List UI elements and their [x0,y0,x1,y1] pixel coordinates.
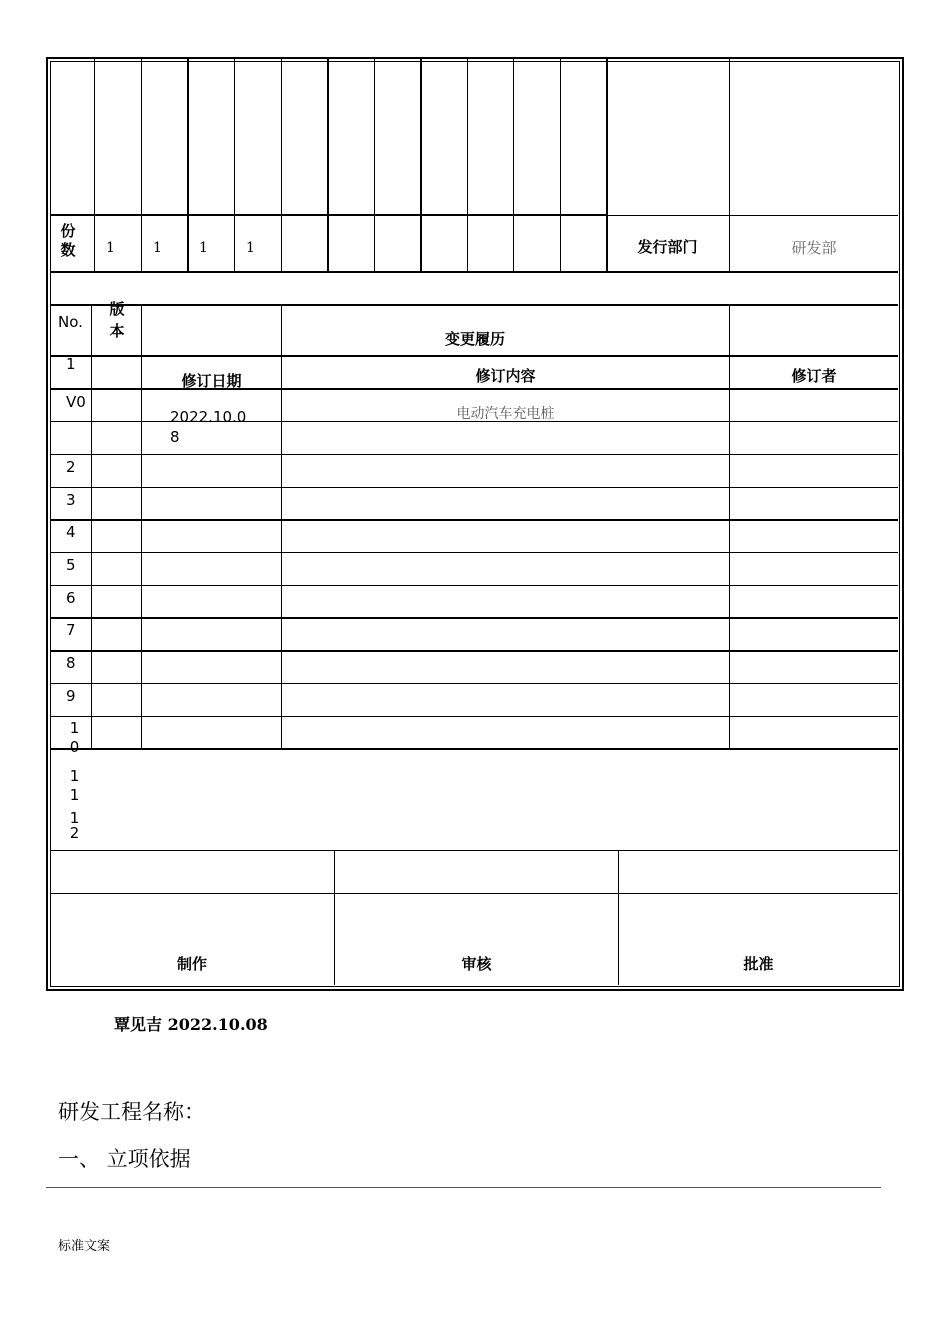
col-no-header: No. [58,313,83,331]
col-content-header: 修订内容 [475,367,536,385]
copies-label: 份数 [60,222,76,259]
review-label: 审核 [461,955,492,973]
first-row-date: 2022.10.08 [170,408,247,446]
row-number: 12 [69,809,80,842]
copy-count-3: 1 [199,240,208,256]
issuing-dept-value: 研发部 [791,239,837,257]
footer-text: 标准文案 [58,1239,111,1254]
revision-history-title: 变更履历 [444,330,505,348]
copy-count-4: 1 [246,240,255,256]
issuing-dept-label: 发行部门 [637,238,698,256]
col-reviser-header: 修订者 [791,367,837,385]
approve-label: 批准 [743,955,774,973]
project-name-label: 研发工程名称： [58,1100,205,1124]
col-version-header: 版本 [109,300,125,340]
row-number: 9 [66,687,76,705]
col-date-header: 修订日期 [181,372,242,390]
row-number: 11 [69,767,80,804]
row-number: 8 [66,654,76,672]
row-number: 5 [66,556,76,574]
row-number: 7 [66,621,76,639]
copy-count-1: 1 [106,240,115,256]
first-row-content: 电动汽车充电桩 [456,406,555,422]
row-number: 3 [66,491,76,509]
row-number: 2 [66,458,76,476]
row-number: 6 [66,589,76,607]
copy-count-2: 1 [153,240,162,256]
row-number: 10 [69,719,80,756]
section-1-heading: 一、 立项依据 [58,1147,191,1171]
row-number: 1 [66,355,76,373]
row-number: 4 [66,523,76,541]
author-date-line: 覃见吉 2022.10.08 [114,1015,268,1034]
form-inner-frame [50,61,900,987]
footer-divider [46,1187,881,1188]
first-row-version: V0 [66,393,86,411]
make-label: 制作 [176,955,207,973]
